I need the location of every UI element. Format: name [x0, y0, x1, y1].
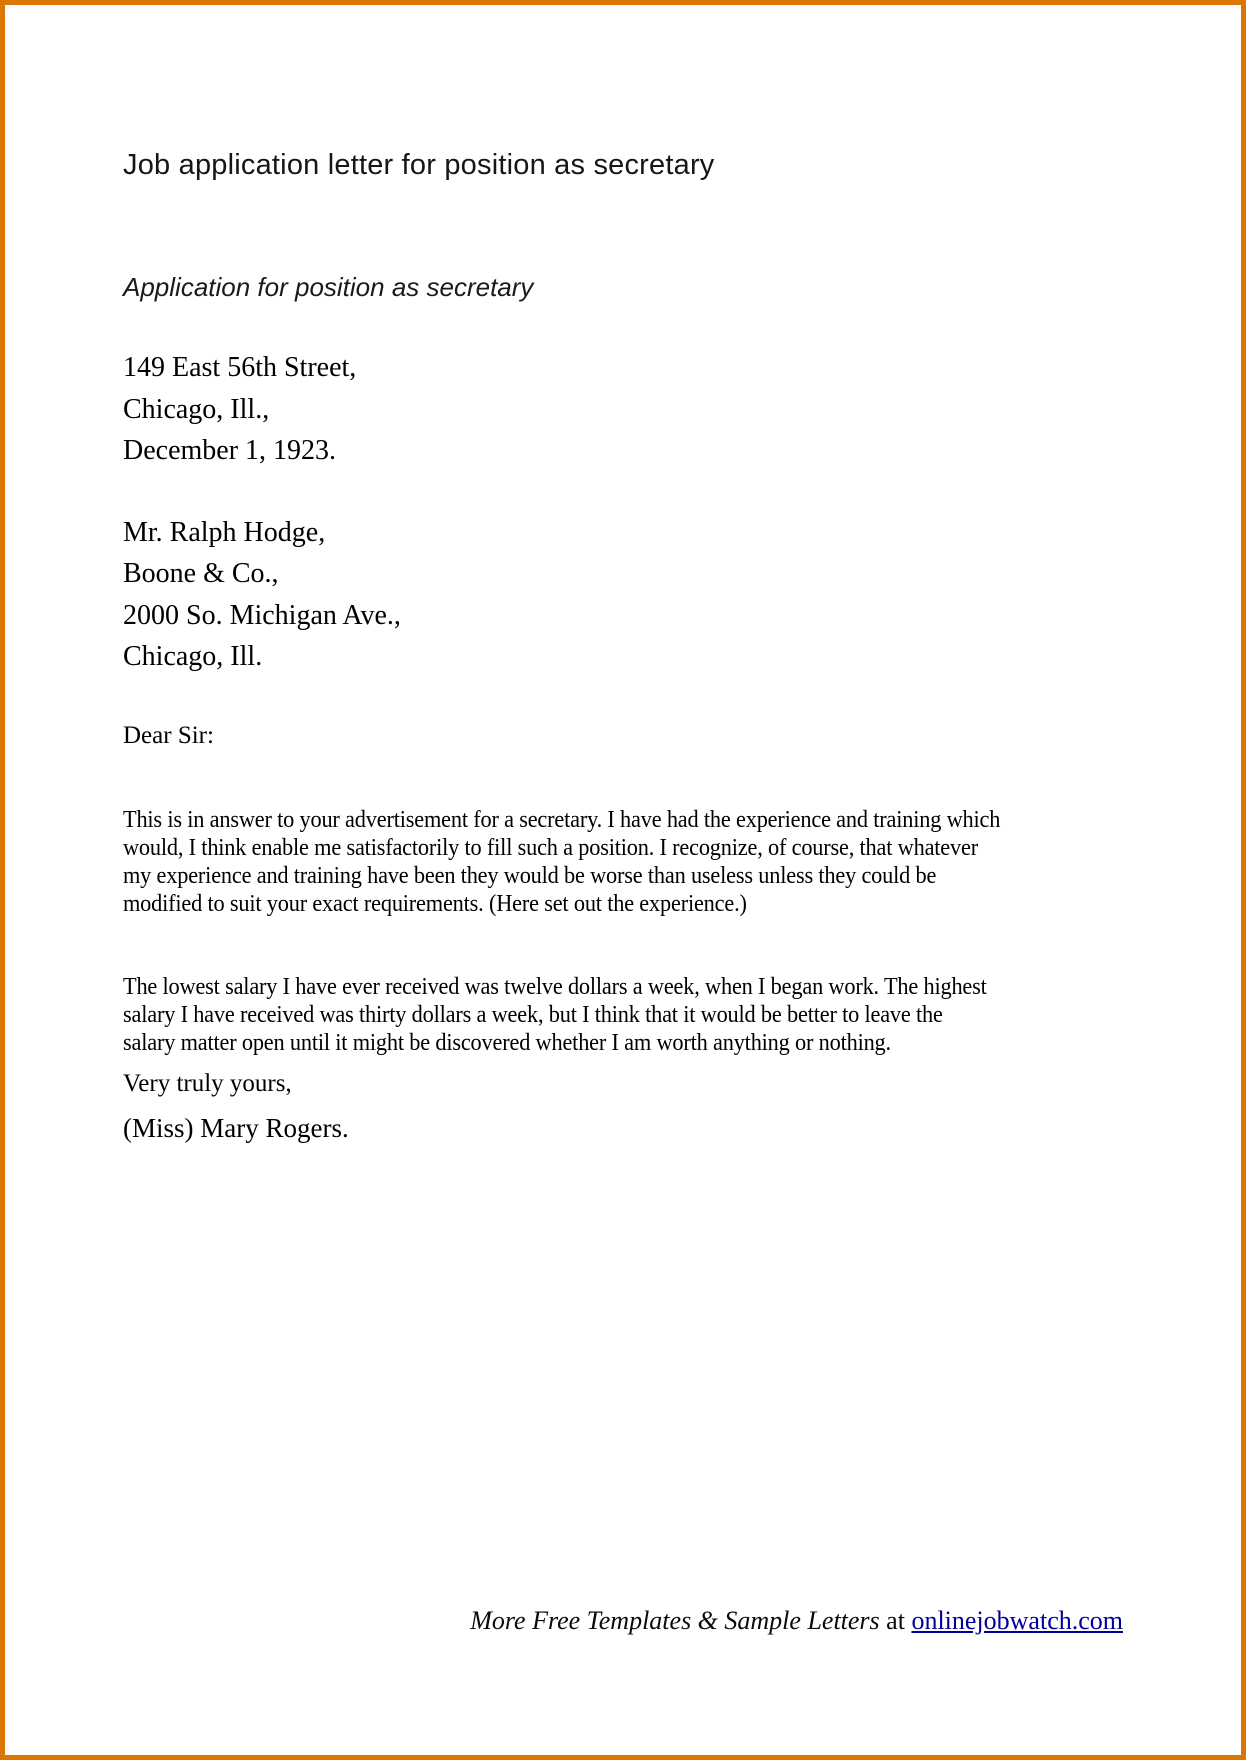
sender-address-block: [123, 347, 1123, 472]
text-line: The lowest salary I have ever received was twelve dollars a week, when I began work. The highest: [123, 973, 987, 1000]
text-line: my experience and training have been they would be worse than useless unless they could be: [123, 862, 937, 889]
closing-line: Very truly yours,: [123, 1069, 292, 1097]
page-title: Job application letter for position as secretary: [123, 149, 715, 181]
text-line: Chicago, Ill.,: [123, 393, 270, 425]
footer: [470, 1605, 1123, 1637]
salutation: Dear Sir:: [123, 721, 214, 749]
body-paragraph-1: [123, 806, 1123, 918]
text-line: Chicago, Ill.: [123, 641, 263, 672]
text-line: This is in answer to your advertisement for a secretary. I have had the experience and training which: [123, 806, 1001, 833]
text-line: would, I think enable me satisfactorily to fill such a position. I recognize, of course, that whatever: [123, 834, 978, 861]
text-line: 149 East 56th Street,: [123, 352, 357, 383]
recipient-address-block: [123, 512, 1123, 678]
document-subtitle: Application for position as secretary: [123, 272, 534, 302]
text-line: salary matter open until it might be discovered whether I am worth anything or nothing.: [123, 1029, 891, 1056]
text-line: Boone & Co.,: [123, 558, 279, 589]
footer-promo-text: More Free Templates & Sample Letters: [470, 1606, 880, 1635]
text-line: 2000 So. Michigan Ave.,: [123, 599, 401, 631]
signature-line: (Miss) Mary Rogers.: [123, 1112, 349, 1143]
footer-connector-text: at: [879, 1606, 912, 1635]
text-line: salary I have received was thirty dollars a week, but I think that it would be better to leave the: [123, 1001, 943, 1028]
text-line: Mr. Ralph Hodge,: [123, 516, 326, 548]
text-line: modified to suit your exact requirements. (Here set out the experience.): [123, 890, 747, 917]
footer-website-link[interactable]: onlinejobwatch.com: [911, 1606, 1123, 1635]
text-line: December 1, 1923.: [123, 435, 337, 466]
body-paragraph-2: [123, 973, 1123, 1057]
